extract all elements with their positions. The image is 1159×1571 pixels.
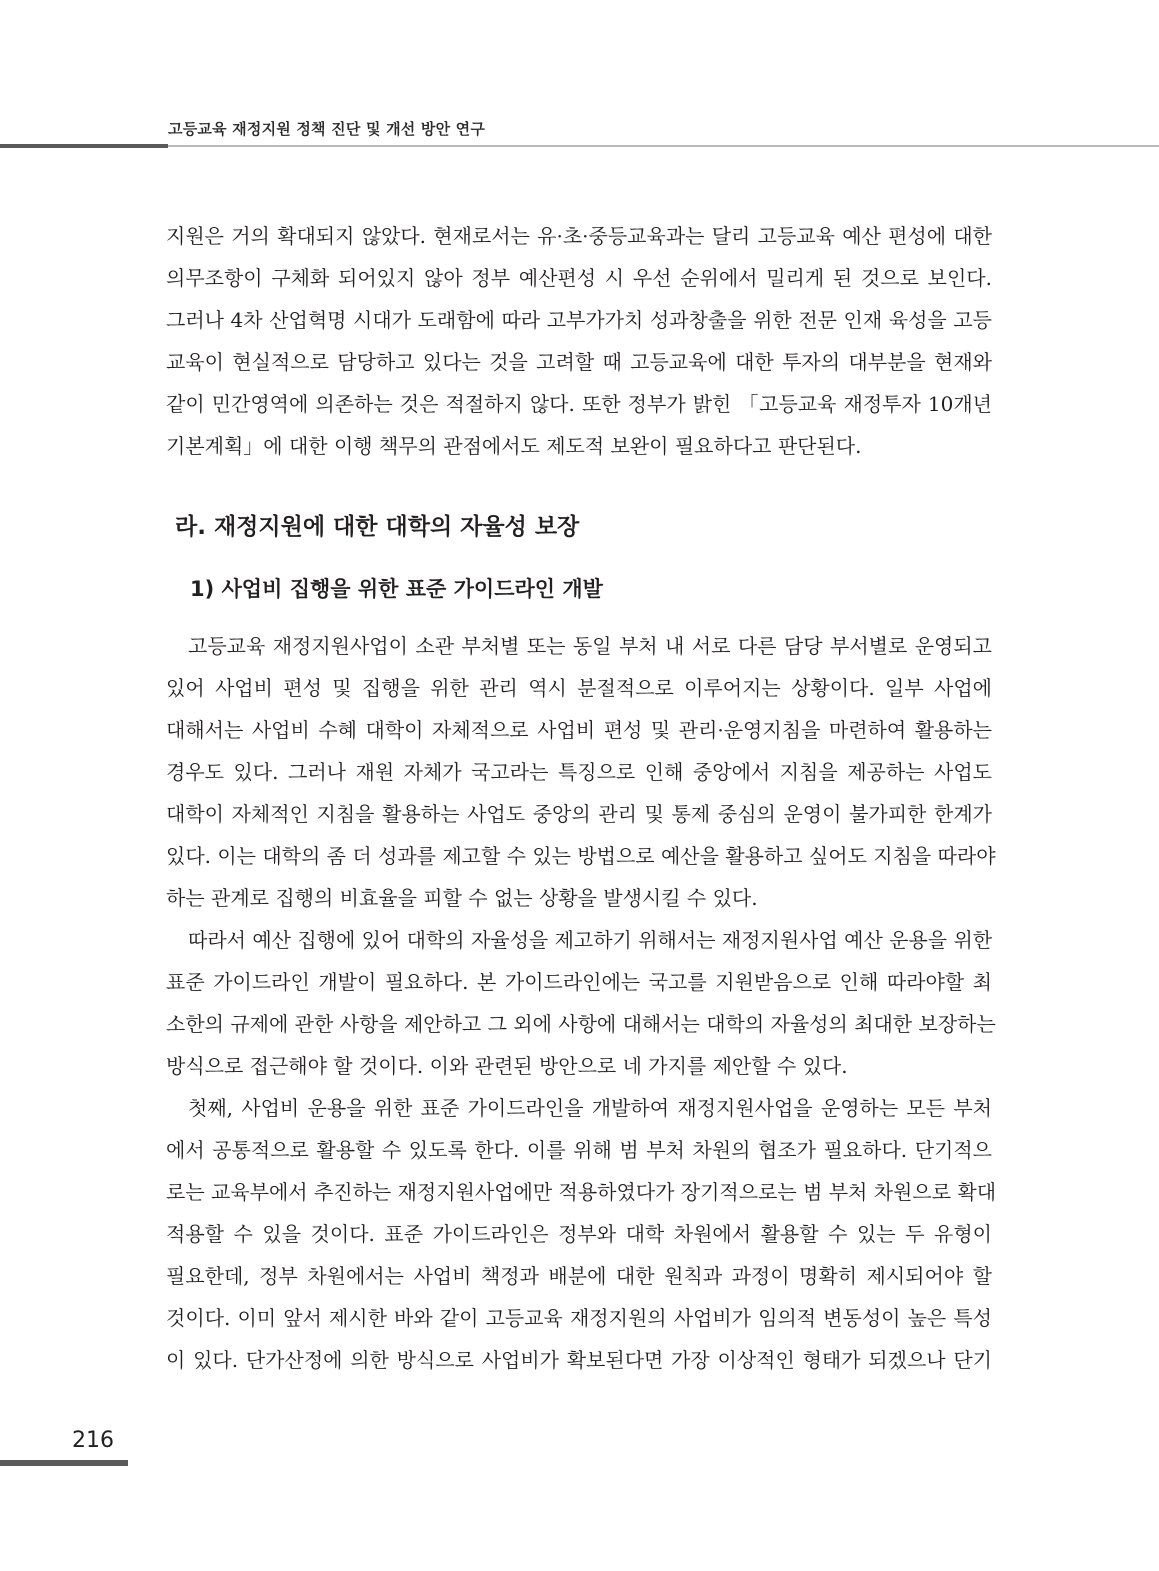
paragraph-line: 필요한데, 정부 차원에서는 사업비 책정과 배분에 대한 원칙과 과정이 명확히 제시되어야 할: [166, 1264, 992, 1288]
paragraph-line: 이 있다. 단가산정에 의한 방식으로 사업비가 확보된다면 가장 이상적인 형태가 되겠으나 단기: [166, 1348, 992, 1372]
subsection-heading: 1) 사업비 집행을 위한 표준 가이드라인 개발: [190, 577, 603, 601]
paragraph-line: 소한의 규제에 관한 사항을 제안하고 그 외에 사항에 대해서는 대학의 자율성의 최대한 보장하는: [166, 1012, 996, 1036]
section-heading: 라. 재정지원에 대한 대학의 자율성 보장: [175, 514, 580, 540]
paragraph-line: 에서 공통적으로 활용할 수 있도록 한다. 이를 위해 범 부처 차원의 협조가 필요하다. 단기적으: [166, 1138, 992, 1162]
intro-line: 그러나 4차 산업혁명 시대가 도래함에 따라 고부가가치 성과창출을 위한 전문 인재 육성을 고등: [166, 308, 992, 332]
paragraph-line: 적용할 수 있을 것이다. 표준 가이드라인은 정부와 대학 차원에서 활용할 수 있는 두 유형이: [166, 1222, 992, 1246]
intro-line: 교육이 현실적으로 담당하고 있다는 것을 고려할 때 고등교육에 대한 투자의 대부분을 현재와: [166, 350, 992, 374]
page-number: 216: [72, 1428, 114, 1453]
intro-line: 같이 민간영역에 의존하는 것은 적절하지 않다. 또한 정부가 밝힌 「고등교육 재정투자 10개년: [166, 392, 992, 416]
header-rule: [168, 145, 1159, 147]
paragraph-line: 것이다. 이미 앞서 제시한 바와 같이 고등교육 재정지원의 사업비가 임의적 변동성이 높은 특성: [166, 1306, 992, 1330]
running-header-title: 고등교육 재정지원 정책 진단 및 개선 방안 연구: [168, 120, 486, 138]
intro-line: 기본계획」에 대한 이행 책무의 관점에서도 제도적 보완이 필요하다고 판단된다.: [166, 434, 862, 458]
intro-line: 지원은 거의 확대되지 않았다. 현재로서는 유·초·중등교육과는 달리 고등교육 예산 편성에 대한: [166, 224, 992, 248]
paragraph-line: 로는 교육부에서 추진하는 재정지원사업에만 적용하였다가 장기적으로는 범 부처 차원으로 확대: [166, 1180, 997, 1204]
paragraph-line: 고등교육 재정지원사업이 소관 부처별 또는 동일 부처 내 서로 다른 담당 부서별로 운영되고: [188, 634, 992, 658]
footer-rule: [0, 1460, 128, 1466]
paragraph-line: 경우도 있다. 그러나 재원 자체가 국고라는 특징으로 인해 중앙에서 지침을 제공하는 사업도: [166, 760, 992, 784]
paragraph-line: 있다. 이는 대학의 좀 더 성과를 제고할 수 있는 방법으로 예산을 활용하고 싶어도 지침을 따라야: [166, 844, 996, 868]
paragraph-line: 하는 관계로 집행의 비효율을 피할 수 없는 상황을 발생시킬 수 있다.: [166, 886, 758, 910]
paragraph-line: 따라서 예산 집행에 있어 대학의 자율성을 제고하기 위해서는 재정지원사업 예산 운용을 위한: [188, 928, 993, 952]
header-rule-accent: [0, 144, 168, 148]
paragraph-line: 대해서는 사업비 수혜 대학이 자체적으로 사업비 편성 및 관리·운영지침을 마련하여 활용하는: [166, 718, 992, 742]
paragraph-line: 첫째, 사업비 운용을 위한 표준 가이드라인을 개발하여 재정지원사업을 운영하는 모든 부처: [188, 1096, 992, 1120]
paragraph-line: 대학이 자체적인 지침을 활용하는 사업도 중앙의 관리 및 통제 중심의 운영이 불가피한 한계가: [166, 802, 992, 826]
paragraph-line: 표준 가이드라인 개발이 필요하다. 본 가이드라인에는 국고를 지원받음으로 인해 따라야할 최: [166, 970, 992, 994]
paragraph-line: 있어 사업비 편성 및 집행을 위한 관리 역시 분절적으로 이루어지는 상황이다. 일부 사업에: [166, 676, 992, 700]
paragraph-line: 방식으로 접근해야 할 것이다. 이와 관련된 방안으로 네 가지를 제안할 수 있다.: [166, 1054, 848, 1078]
intro-line: 의무조항이 구체화 되어있지 않아 정부 예산편성 시 우선 순위에서 밀리게 된 것으로 보인다.: [166, 266, 992, 290]
